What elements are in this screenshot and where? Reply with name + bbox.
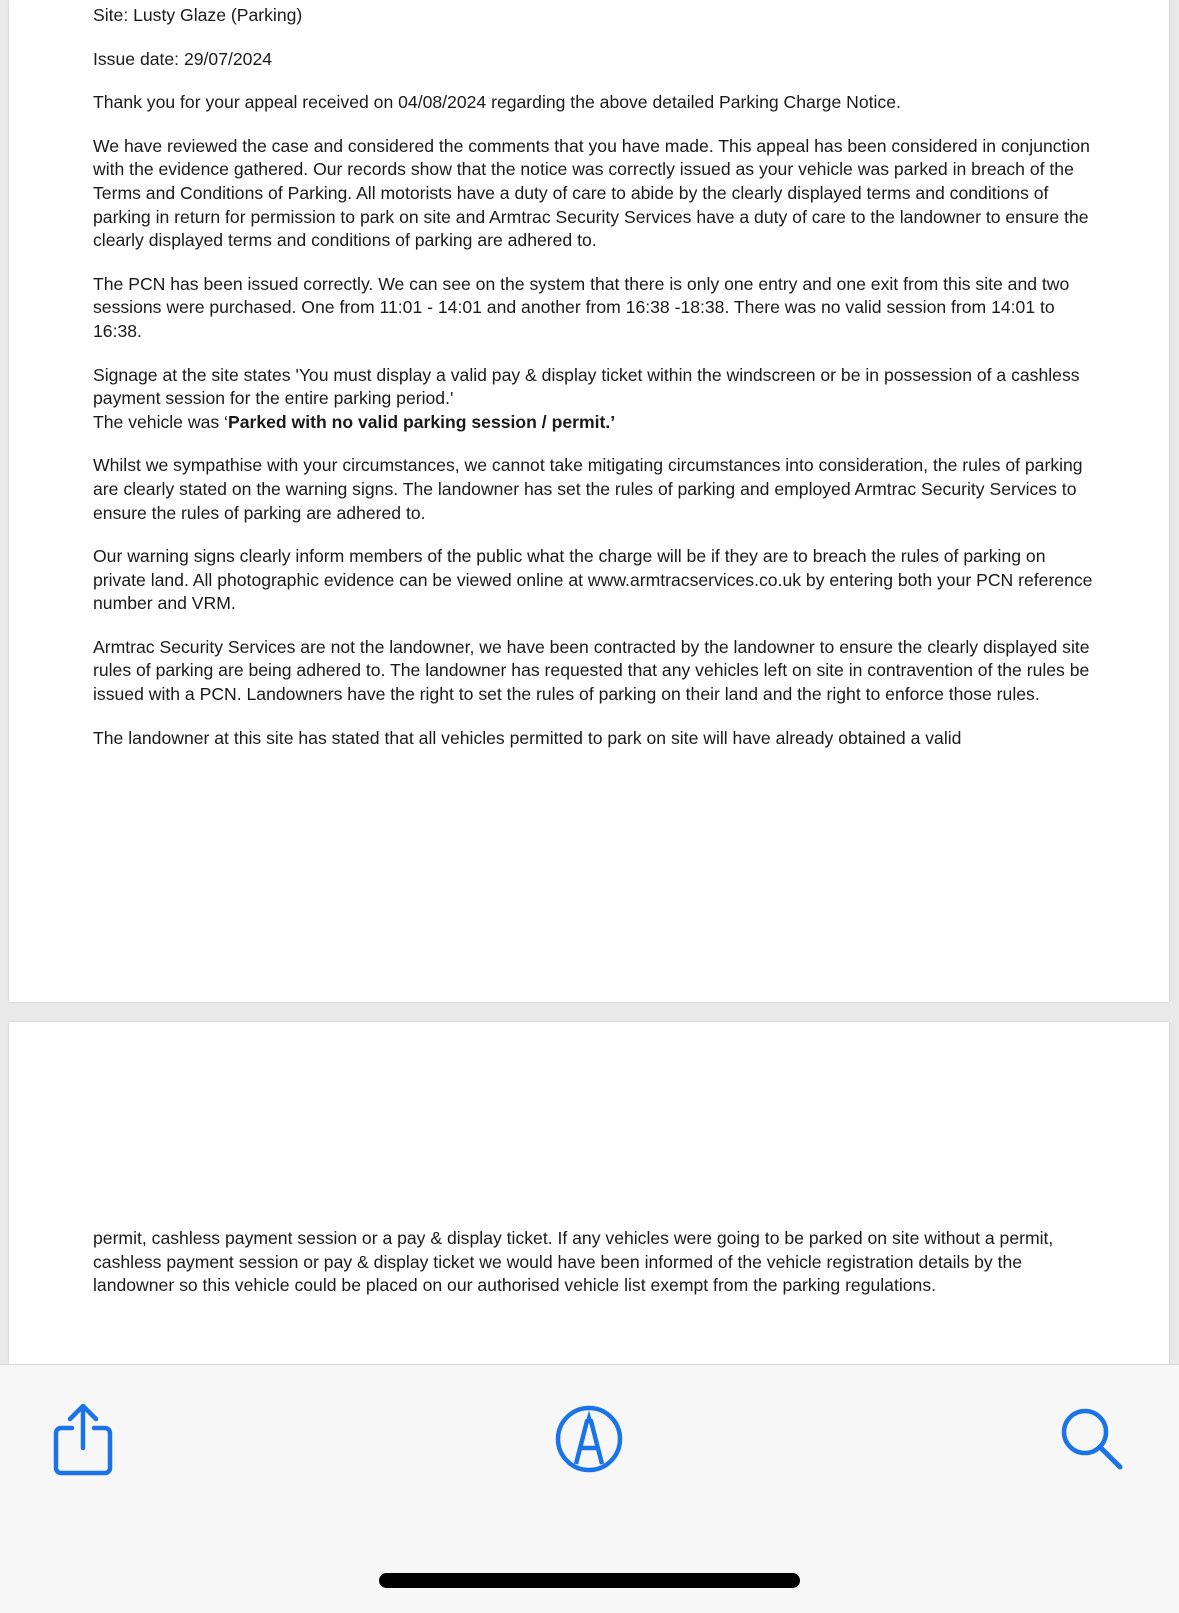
share-icon — [52, 1402, 114, 1476]
vehicle-prefix: The vehicle was ‘ — [93, 411, 228, 432]
search-icon — [1059, 1406, 1125, 1472]
search-button[interactable] — [1054, 1401, 1130, 1477]
bottom-toolbar — [0, 1364, 1179, 1613]
vehicle-status: Parked with no valid parking session / permit.’ — [227, 411, 616, 432]
signage-text: Signage at the site states 'You must display a valid pay & display ticket within the windscreen or be in possession of a cashless payment session for the entire parking period.' — [93, 364, 1080, 409]
document-page-1 — [9, 0, 1169, 1002]
page-2-text — [93, 1227, 1093, 1318]
page-1-text — [93, 4, 1093, 770]
markup-icon — [554, 1404, 624, 1474]
document-page-2 — [9, 1022, 1169, 1364]
review-paragraph: We have reviewed the case and considered the comments that you have made. This appeal has been considered in conjunction with the evidence gathered. Our records show that the notice was correctly issued as your vehicle was parked in breach of the Terms and Conditions of Parking. All motorists have a duty of care to abide by the clearly displayed terms and conditions of parking in return for permission to park on site and Armtrac Security Services have a duty of care to the landowner to ensure the clearly displayed terms and conditions of parking are adhered to. — [93, 135, 1090, 251]
site-line: Site: Lusty Glaze (Parking) — [93, 5, 303, 25]
markup-button[interactable] — [551, 1401, 627, 1477]
warning-signs-paragraph: Our warning signs clearly inform members of the public what the charge will be if they are to breach the rules of parking on private land. All photographic evidence can be viewed online at www.armtracservices.co.uk by entering both your PCN reference number and VRM. — [93, 546, 1093, 614]
landowner-stated-paragraph: The landowner at this site has stated that all vehicles permitted to park on site will have already obtained a valid — [93, 727, 962, 748]
sympathise-paragraph: Whilst we sympathise with your circumstances, we cannot take mitigating circumstances into consideration, the rules of parking are clearly stated on the warning signs. The landowner has set the rules of parking and employed Armtrac Security Services to ensure the rules of parking are adhered to. — [93, 455, 1083, 523]
share-button[interactable] — [45, 1401, 121, 1477]
thanks-paragraph: Thank you for your appeal received on 04/08/2024 regarding the above detailed Parking Charge Notice. — [93, 92, 901, 113]
signage-paragraph — [93, 364, 1093, 435]
pcn-correct-paragraph: The PCN has been issued correctly. We can see on the system that there is only one entry and one exit from this site and two sessions were purchased. One from 11:01 - 14:01 and another from 16:38 -18:38. There was no valid session from 14:01 to 16:38. — [93, 273, 1070, 341]
continuation-paragraph: permit, cashless payment session or a pay & display ticket. If any vehicles were going to be parked on site without a permit, cashless payment session or pay & display ticket we would have been informed of the vehicle registration details by the landowner so this vehicle could be placed on our authorised vehicle list exempt from the parking regulations. — [93, 1228, 1054, 1296]
not-landowner-paragraph: Armtrac Security Services are not the landowner, we have been contracted by the landowner to ensure the clearly displayed site rules of parking are being adhered to. The landowner has requested that any vehicles left on site in contravention of the rules be issued with a PCN. Landowners have the right to set the rules of parking on their land and the right to enforce those rules. — [93, 636, 1090, 705]
issue-date-line: Issue date: 29/07/2024 — [93, 48, 273, 69]
home-indicator[interactable] — [379, 1573, 800, 1588]
